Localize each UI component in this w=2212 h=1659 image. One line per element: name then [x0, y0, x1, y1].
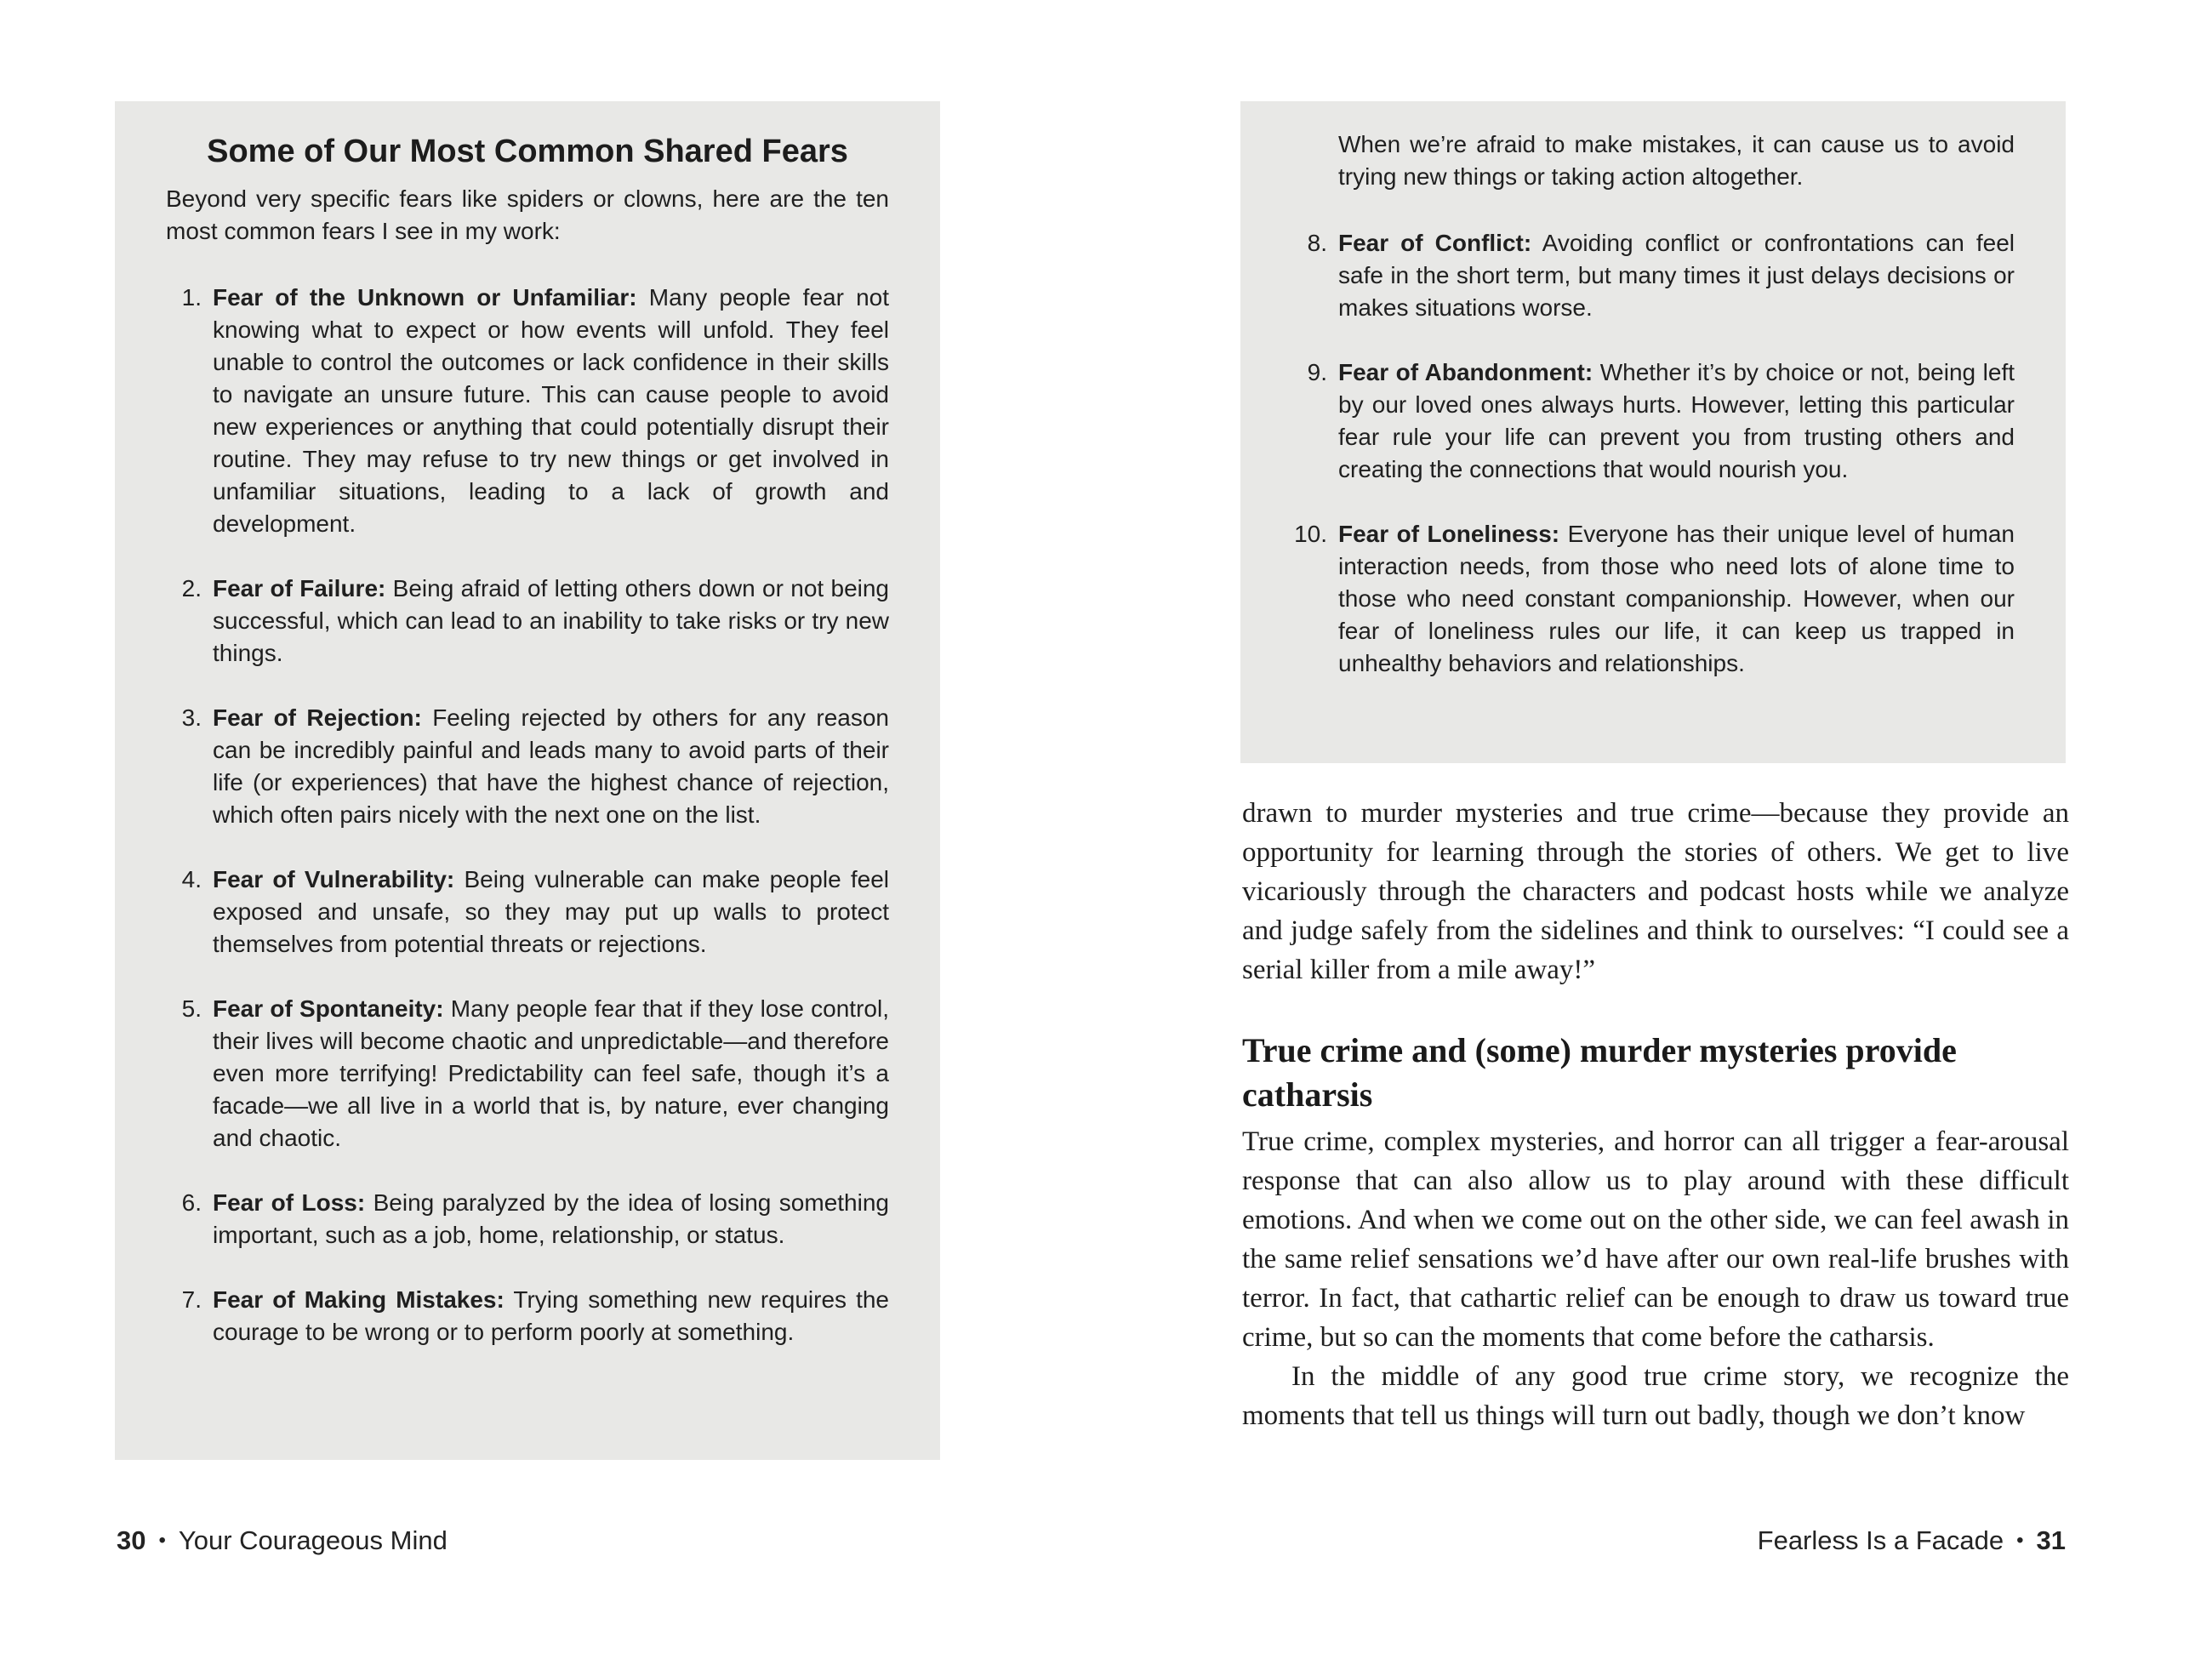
dot-separator: • — [158, 1529, 166, 1552]
shared-fears-box-right — [1240, 101, 2066, 763]
item-number: 7. — [181, 1286, 202, 1313]
fear-list-item — [166, 702, 889, 831]
item-text: Being vulnerable can make people feel exposed and unsafe, so they may put up walls to protect themselves from potential threats or rejections. — [213, 866, 889, 957]
item-label: Fear of Loss: — [213, 1189, 366, 1216]
item-text: Avoiding conflict or confrontations can feel safe in the short term, but many times it just delays decisions or makes situations worse. — [1338, 230, 2015, 321]
running-title: Your Courageous Mind — [178, 1525, 448, 1555]
item-number: 5. — [181, 995, 202, 1022]
item-number: 10. — [1294, 521, 1327, 547]
fear-list-item — [166, 573, 889, 670]
item-text: Being afraid of letting others down or not being successful, which can lead to an inability to take risks or try new things. — [213, 575, 890, 666]
fear-list-item — [166, 864, 889, 961]
fear-list-item — [166, 993, 889, 1154]
item-text: Trying something new requires the courage to be wrong or to perform poorly at something. — [213, 1286, 890, 1345]
box-title: Some of Our Most Common Shared Fears — [207, 134, 848, 169]
item-text: Many people fear that if they lose control, their lives will become chaotic and unpredictable—and therefore even more terrifying! Predictability can feel safe, though it’s a facade—we all live in a world that is, by nature, ever changing and chaotic. — [213, 995, 889, 1151]
item-number: 8. — [1307, 230, 1327, 256]
item-text: Being paralyzed by the idea of losing something important, such as a job, home, relationship, or status. — [213, 1189, 889, 1248]
item-number: 6. — [181, 1189, 202, 1216]
box-continuation-text: When we’re afraid to make mistakes, it can cause us to avoid trying new things or taking action altogether. — [1338, 131, 2015, 190]
section-heading: True crime and (some) murder mysteries provide catharsis — [1242, 1031, 1957, 1114]
dot-separator: • — [2016, 1529, 2024, 1552]
item-label: Fear of Conflict: — [1338, 230, 1532, 256]
item-text: Everyone has their unique level of human interaction needs, from those who need lots of alone time to those who need constant companionship. However, when our fear of loneliness rules our life, it can keep us trapped in unhealthy behaviors and relationships. — [1338, 521, 2015, 676]
body-text-column — [1242, 794, 2069, 1435]
right-page — [1106, 0, 2212, 1659]
item-label: Fear of Spontaneity: — [213, 995, 444, 1022]
item-text: Many people fear not knowing what to expect or how events will unfold. They feel unable to control the outcomes or lack confidence in their skills to navigate an unsure future. This can cause people to avoid new experiences or anything that could potentially disrupt their routine. They may refuse to try new things or get involved in unfamiliar situations, leading to a lack of growth and development. — [213, 284, 889, 537]
item-label: Fear of Rejection: — [213, 704, 422, 731]
fear-list-item — [166, 1284, 889, 1348]
body-paragraph-2: True crime, complex mysteries, and horror can all trigger a fear-arousal response that can also allow us to play around with these difficult emotions. And when we come out on the other side, we can feel awash in the same relief sensations we’d have after our own real-life brushes with terror. In fact, that cathartic relief can be enough to draw us toward true crime, but so can the moments that come before the catharsis. — [1242, 1126, 2069, 1353]
item-number: 3. — [181, 704, 202, 731]
item-label: Fear of Failure: — [213, 575, 386, 601]
shared-fears-box-left — [115, 101, 940, 1460]
item-text: Whether it’s by choice or not, being left by our loved ones always hurts. However, letting this particular fear rule your life can prevent you from trusting others and creating the connections that would nourish you. — [1338, 359, 2015, 482]
body-paragraph-1: drawn to murder mysteries and true crime—because they provide an opportunity for learning through the stories of others. We get to live vicariously through the characters and podcast hosts while we analyze and judge safely from the sidelines and think to ourselves: “I could see a serial killer from a mile away!” — [1242, 798, 2069, 985]
item-text: Feeling rejected by others for any reason can be incredibly painful and leads many to avoid parts of their life (or experiences) that have the highest chance of rejection, which often pairs nicely with the next one on the list. — [213, 704, 890, 828]
fear-list-item — [1291, 518, 2015, 680]
item-label: Fear of the Unknown or Unfamiliar: — [213, 284, 637, 311]
fear-list-item — [166, 282, 889, 540]
running-title: Fearless Is a Facade — [1757, 1525, 2004, 1555]
page-number: 31 — [2036, 1525, 2066, 1555]
fear-list-item — [1291, 356, 2015, 486]
right-page-footer — [1758, 1526, 2066, 1555]
item-label: Fear of Abandonment: — [1338, 359, 1593, 385]
fear-list-item — [1291, 227, 2015, 324]
body-paragraph-3: In the middle of any good true crime story, we recognize the moments that tell us things will turn out badly, though we don’t know — [1242, 1361, 2069, 1431]
item-number: 2. — [181, 575, 202, 601]
fear-list-item — [166, 1187, 889, 1251]
left-page-footer — [117, 1526, 448, 1555]
item-number: 9. — [1307, 359, 1327, 385]
item-label: Fear of Loneliness: — [1338, 521, 1560, 547]
item-number: 1. — [181, 284, 202, 311]
item-label: Fear of Vulnerability: — [213, 866, 455, 892]
page-number: 30 — [117, 1525, 146, 1555]
fear-list-8-10 — [1291, 227, 2015, 680]
item-label: Fear of Making Mistakes: — [213, 1286, 505, 1313]
fear-list-1-7 — [166, 282, 889, 1348]
box-intro: Beyond very specific fears like spiders or clowns, here are the ten most common fears I see in my work: — [166, 185, 889, 244]
item-number: 4. — [181, 866, 202, 892]
